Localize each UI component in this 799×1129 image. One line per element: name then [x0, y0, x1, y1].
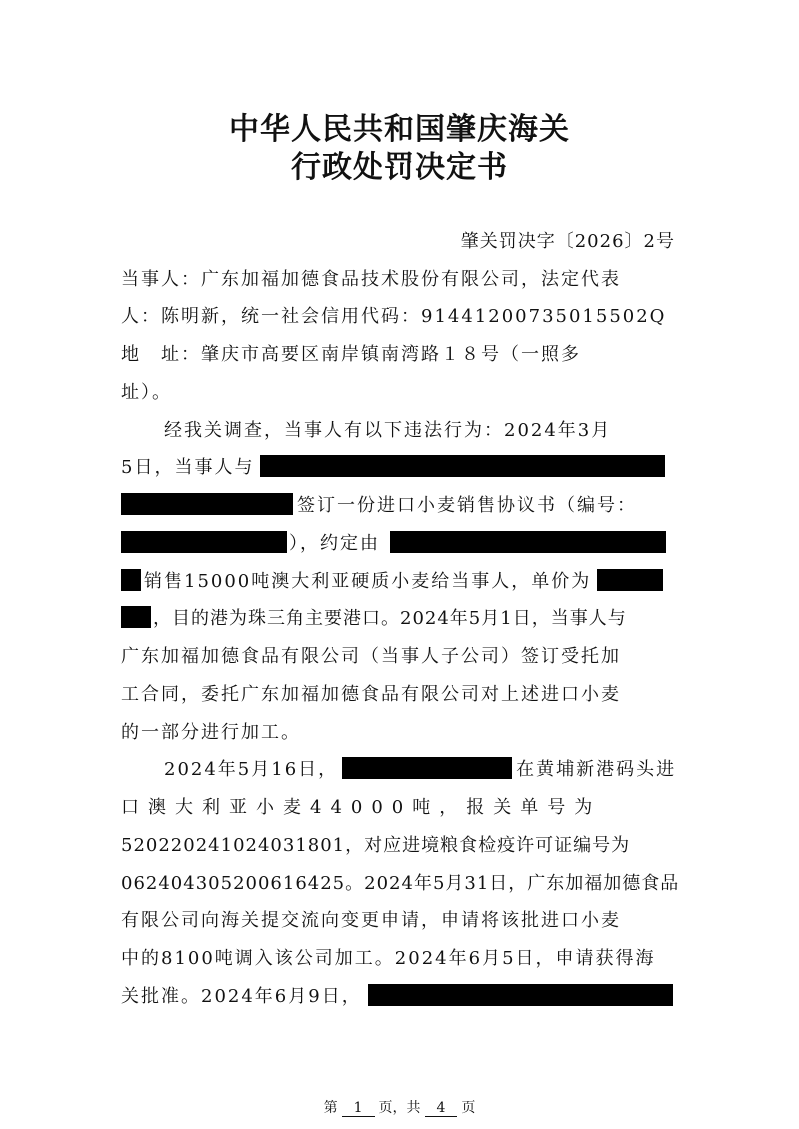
- body-text: 在黄埔新港码头进: [516, 759, 677, 780]
- body-paragraph-line: 口澳大利亚小麦44000吨，报关单号为: [121, 797, 602, 818]
- redaction-bar: [121, 531, 287, 553]
- party-line: 人：陈明新，统一社会信用代码：91441200735015502Q: [121, 306, 667, 327]
- document-number: 肇关罚决字〔2026〕2号: [460, 231, 675, 252]
- current-page-number: 1: [342, 1100, 375, 1117]
- footer-middle: 页，共: [378, 1100, 421, 1116]
- body-paragraph-line: [121, 529, 666, 555]
- body-paragraph-line: 有限公司向海关提交流向变更申请，申请将该批进口小麦: [121, 910, 621, 931]
- body-text: 5日，当事人与: [121, 457, 255, 478]
- body-paragraph-line: 的一部分进行加工。: [121, 722, 301, 743]
- redaction-bar: [597, 569, 663, 591]
- body-paragraph-line: 工合同，委托广东加福加德食品有限公司对上述进口小麦: [121, 684, 621, 705]
- body-text: 关批准。2024年6月9日，: [121, 986, 362, 1007]
- body-paragraph-line: 062404305200616425。2024年5月31日，广东加福加德食品: [121, 873, 680, 894]
- body-paragraph-line: [121, 567, 663, 593]
- body-paragraph-line: [121, 491, 637, 517]
- body-paragraph-line: 520220241024031801，对应进境粮食检疫许可证编号为: [121, 835, 631, 856]
- body-text: 销售15000吨澳大利亚硬质小麦给当事人，单价为: [144, 571, 592, 592]
- redaction-bar: [121, 606, 151, 628]
- body-paragraph-line: [121, 604, 627, 630]
- body-paragraph-line: [164, 755, 676, 781]
- body-paragraph-line: 经我关调查，当事人有以下违法行为：2024年3月: [164, 420, 612, 441]
- redaction-bar: [390, 531, 666, 553]
- page-footer: [0, 1097, 799, 1117]
- footer-prefix: 第: [323, 1100, 338, 1116]
- party-line: 当事人：广东加福加德食品技术股份有限公司，法定代表: [121, 269, 621, 290]
- body-text: 2024年5月16日，: [164, 759, 339, 780]
- total-page-count: 4: [425, 1100, 458, 1117]
- party-address-line: 地 址：肇庆市高要区南岸镇南湾路１８号（一照多: [121, 344, 581, 365]
- redaction-bar: [342, 757, 512, 779]
- body-text: ），约定由: [289, 533, 380, 554]
- body-text: ，目的港为珠三角主要港口。2024年5月1日，当事人与: [153, 608, 627, 629]
- party-address-line: 址）。: [121, 382, 172, 403]
- redaction-bar: [260, 455, 665, 477]
- document-title-line2: 行政处罚决定书: [291, 150, 508, 185]
- body-paragraph-line: [121, 453, 665, 479]
- redaction-bar: [368, 984, 673, 1006]
- body-text: 签订一份进口小麦销售协议书（编号：: [297, 495, 637, 516]
- body-paragraph-line: [121, 982, 673, 1008]
- body-paragraph-line: 中的8100吨调入该公司加工。2024年6月5日，申请获得海: [121, 948, 656, 969]
- redaction-bar: [121, 493, 293, 515]
- redaction-bar: [121, 569, 141, 591]
- document-title-line1: 中华人民共和国肇庆海关: [229, 112, 570, 147]
- body-paragraph-line: 广东加福加德食品有限公司（当事人子公司）签订受托加: [121, 646, 621, 667]
- footer-suffix: 页: [461, 1100, 476, 1116]
